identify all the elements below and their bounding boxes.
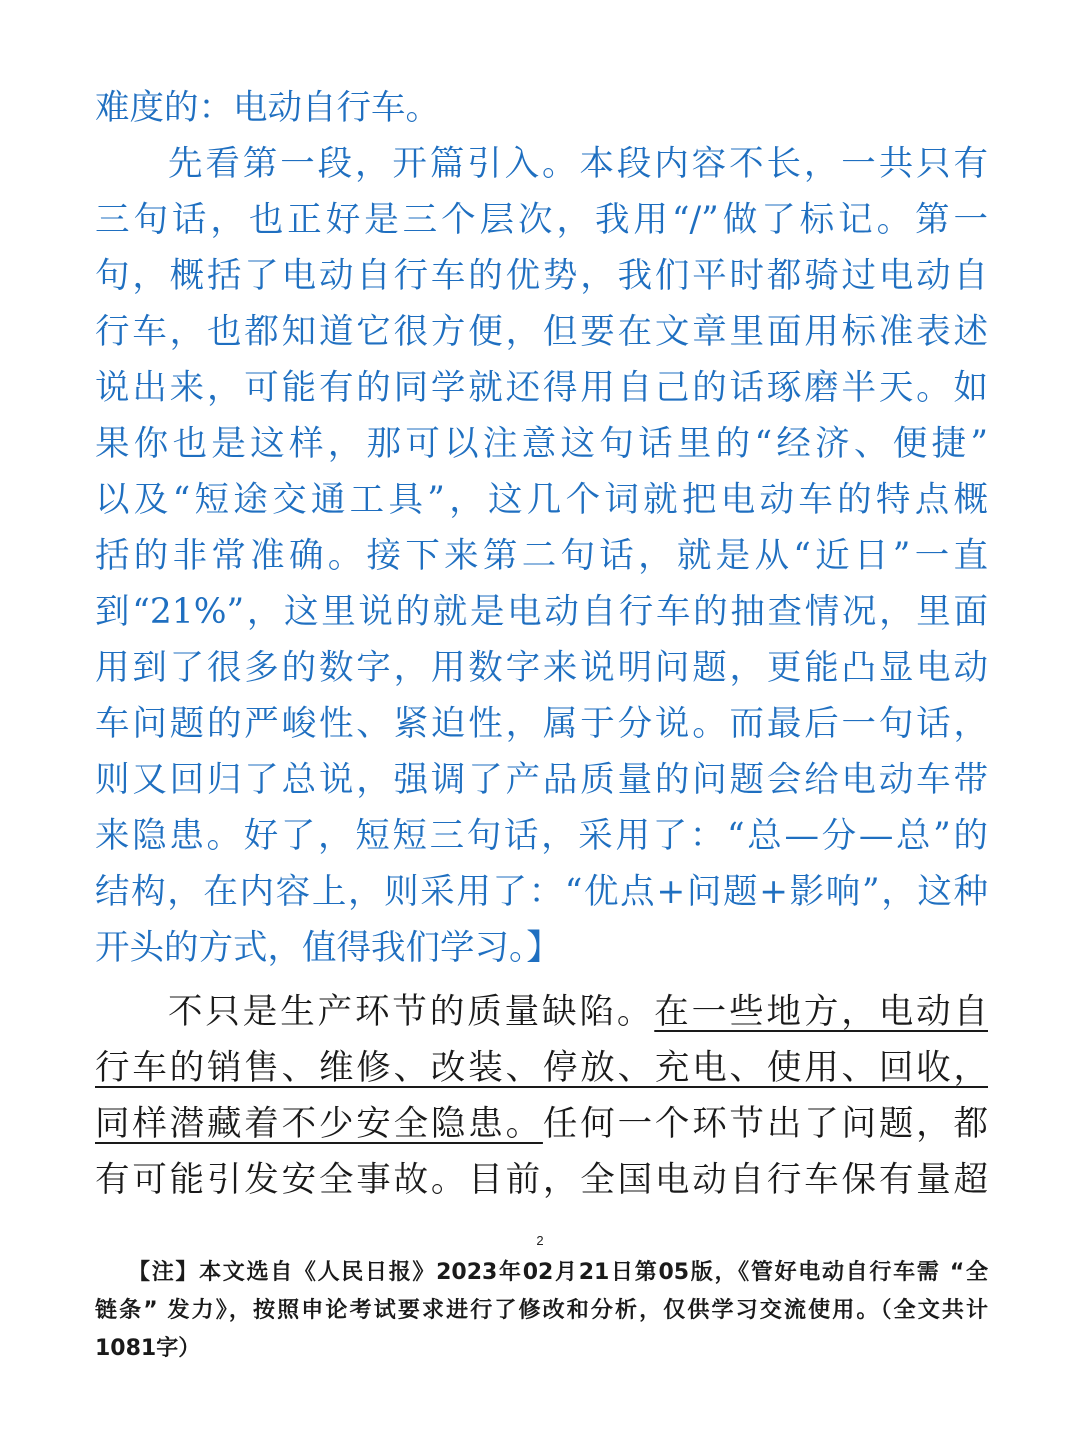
analysis-line: 来隐患。好了，短短三句话，采用了：“总—分—总”的 [95,816,988,856]
analysis-line: 以及“短途交通工具”，这几个词就把电动车的特点概 [95,480,988,520]
underlined-text: 行车的销售、维修、改装、停放、充电、使用、回收， [95,1048,988,1088]
analysis-line: 括的非常准确。接下来第二句话，就是从“近日”一直 [95,536,988,576]
analysis-line: 先看第一段，开篇引入。本段内容不长，一共只有 [168,144,988,184]
note-line: 【注】本文选自《人民日报》2023年02月21日第05版，《管好电动自行车需 “全 [128,1260,988,1285]
article-line [95,1040,988,1096]
analysis-line: 用到了很多的数字，用数字来说明问题，更能凸显电动 [95,648,988,688]
analysis-line: 到“21%”，这里说的就是电动自行车的抽查情况，里面 [95,592,988,632]
underlined-text: 在一些地方，电动自 [654,992,988,1032]
analysis-line: 三句话，也正好是三个层次，我用“/”做了标记。第一 [95,200,988,240]
analysis-line: 果你也是这样，那可以注意这句话里的“经济、便捷” [95,424,988,464]
analysis-line: 句，概括了电动自行车的优势，我们平时都骑过电动自 [95,256,988,296]
analysis-line: 难度的：电动自行车。 [95,88,440,128]
article-line [168,984,988,1040]
article-line [95,1096,988,1152]
article-text: 有可能引发安全事故。目前，全国电动自行车保有量超 [95,1160,988,1200]
analysis-line: 行车，也都知道它很方便，但要在文章里面用标准表述 [95,312,988,352]
article-text: 不只是生产环节的质量缺陷。 [168,992,655,1032]
article-text: 任何一个环节出了问题，都 [542,1104,988,1144]
analysis-line: 车问题的严峻性、紧迫性，属于分说。而最后一句话， [95,704,988,744]
analysis-line: 结构，在内容上，则采用了：“优点+问题+影响”，这种 [95,872,988,912]
analysis-line: 开头的方式，值得我们学习。】 [95,928,561,968]
note-line: 1081字） [95,1336,201,1361]
note-line: 链条” 发力》，按照申论考试要求进行了修改和分析，仅供学习交流使用。（全文共计 [95,1298,988,1323]
page-number: 2 [536,1233,544,1248]
article-line [95,1152,988,1208]
underlined-text: 同样潜藏着不少安全隐患。 [95,1104,543,1144]
analysis-line: 说出来，可能有的同学就还得用自己的话琢磨半天。如 [95,368,988,408]
analysis-line: 则又回归了总说，强调了产品质量的问题会给电动车带 [95,760,988,800]
